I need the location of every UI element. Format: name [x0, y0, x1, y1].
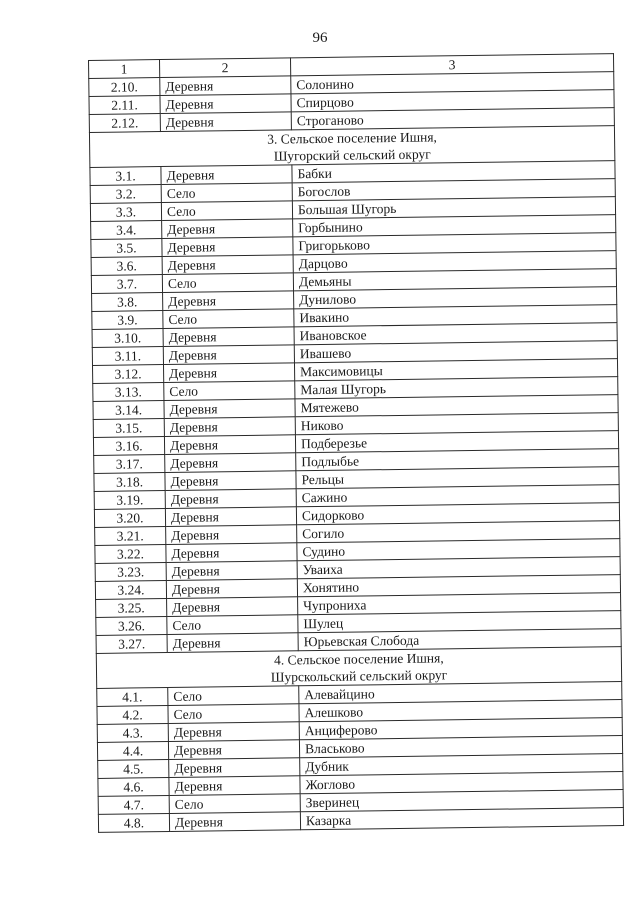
- settlement-name: Сидорково: [296, 503, 619, 525]
- settlement-type: Деревня: [166, 579, 297, 599]
- settlement-number: 3.27.: [96, 635, 167, 654]
- settlement-number: 3.23.: [95, 563, 166, 582]
- settlement-type: Деревня: [166, 525, 297, 545]
- settlement-name: Власьково: [299, 736, 622, 758]
- settlement-number: 4.5.: [98, 760, 169, 779]
- settlement-number: 2.11.: [89, 96, 160, 115]
- settlement-number: 4.7.: [98, 796, 169, 815]
- settlement-number: 3.13.: [93, 383, 164, 402]
- settlement-type: Деревня: [163, 345, 294, 365]
- settlement-type: Деревня: [160, 76, 291, 96]
- settlement-type: Село: [163, 309, 294, 329]
- settlement-type: Деревня: [164, 399, 295, 419]
- settlement-number: 3.24.: [95, 581, 166, 600]
- settlement-number: 4.2.: [97, 706, 168, 725]
- settlement-number: 3.2.: [90, 185, 161, 204]
- settlement-name: Дарцово: [293, 251, 616, 273]
- settlement-number: 3.14.: [93, 401, 164, 420]
- settlement-type: Деревня: [169, 776, 300, 796]
- settlement-type: Деревня: [162, 255, 293, 275]
- settlement-type: Село: [161, 183, 292, 203]
- settlement-name: Максимовицы: [294, 359, 617, 381]
- settlement-type: Деревня: [165, 471, 296, 491]
- settlement-type: Село: [164, 381, 295, 401]
- settlement-name: Демьяны: [293, 269, 616, 291]
- section-heading-line: Шурскольский сельский округ: [270, 667, 448, 685]
- settlement-number: 4.6.: [98, 778, 169, 797]
- section-heading-line: Шугорский сельский округ: [273, 146, 431, 164]
- header-cell-type: 2: [160, 58, 291, 78]
- settlement-name: Малая Шугорь: [295, 377, 618, 399]
- settlement-name: Горбынино: [293, 215, 616, 237]
- settlement-type: Деревня: [163, 363, 294, 383]
- settlements-table: [88, 53, 624, 833]
- settlement-name: Анциферово: [299, 718, 622, 740]
- settlement-name: Жоглово: [300, 772, 623, 794]
- settlement-number: 3.15.: [93, 419, 164, 438]
- settlement-number: 3.16.: [93, 437, 164, 456]
- settlement-number: 3.10.: [92, 329, 163, 348]
- settlement-name: Бабки: [292, 161, 615, 183]
- settlements-table-body: [89, 54, 624, 833]
- settlement-number: 3.19.: [94, 491, 165, 510]
- settlement-name: Мятежево: [295, 395, 618, 417]
- settlement-type: Деревня: [167, 597, 298, 617]
- settlement-name: Хонятино: [297, 575, 620, 597]
- settlement-name: Зверинец: [300, 790, 623, 812]
- settlement-type: Деревня: [169, 758, 300, 778]
- header-cell-number: 1: [89, 60, 160, 79]
- settlement-name: Сажино: [296, 485, 619, 507]
- settlement-name: Большая Шугорь: [292, 197, 615, 219]
- section-heading-line: 4. Сельское поселение Ишня,: [273, 650, 444, 668]
- settlement-name: Богослов: [292, 179, 615, 201]
- settlement-name: Шулец: [298, 611, 621, 633]
- document-sheet: [88, 53, 624, 833]
- section-heading-line: 3. Сельское поселение Ишня,: [267, 129, 437, 147]
- settlement-number: 3.25.: [96, 599, 167, 618]
- settlement-number: 3.11.: [92, 347, 163, 366]
- settlement-type: Деревня: [165, 489, 296, 509]
- settlement-type: Деревня: [166, 543, 297, 563]
- settlement-number: 3.5.: [91, 239, 162, 258]
- settlement-name: Дунилово: [294, 287, 617, 309]
- settlement-type: Село: [169, 794, 300, 814]
- settlement-name: Ивашево: [294, 341, 617, 363]
- settlement-number: 3.20.: [94, 509, 165, 528]
- settlement-name: Рельцы: [296, 467, 619, 489]
- settlement-name: Казарка: [300, 808, 623, 830]
- settlement-type: Деревня: [163, 291, 294, 311]
- page-number: 96: [312, 30, 328, 46]
- settlement-name: Юрьевская Слобода: [298, 629, 621, 651]
- header-cell-name: 3: [290, 54, 613, 76]
- settlement-number: 3.12.: [92, 365, 163, 384]
- settlement-type: Деревня: [164, 417, 295, 437]
- settlement-number: 4.3.: [97, 724, 168, 743]
- settlement-number: 3.17.: [94, 455, 165, 474]
- settlement-name: Подлыбье: [296, 449, 619, 471]
- settlement-type: Деревня: [165, 453, 296, 473]
- settlement-name: Алевайцино: [299, 682, 622, 704]
- settlement-name: Дубник: [300, 754, 623, 776]
- settlement-name: Ивановское: [294, 323, 617, 345]
- settlement-name: Подберезье: [295, 431, 618, 453]
- settlement-number: 3.7.: [91, 275, 162, 294]
- settlement-type: Село: [161, 201, 292, 221]
- settlement-number: 3.1.: [90, 167, 161, 186]
- settlement-number: 3.18.: [94, 473, 165, 492]
- settlement-type: Село: [167, 615, 298, 635]
- settlement-name: Судино: [297, 539, 620, 561]
- settlement-name: Строганово: [291, 108, 614, 130]
- settlement-type: Деревня: [168, 740, 299, 760]
- settlement-type: Деревня: [162, 219, 293, 239]
- settlement-number: 2.10.: [89, 78, 160, 97]
- settlement-type: Деревня: [165, 507, 296, 527]
- settlement-type: Деревня: [166, 561, 297, 581]
- settlement-name: Солонино: [291, 72, 614, 94]
- settlement-name: Чупрониха: [298, 593, 621, 615]
- settlement-type: Село: [168, 686, 299, 706]
- settlement-type: Деревня: [169, 812, 300, 832]
- settlement-name: Согило: [297, 521, 620, 543]
- settlement-number: 3.3.: [90, 203, 161, 222]
- settlement-type: Деревня: [160, 94, 291, 114]
- settlement-type: Деревня: [160, 112, 291, 132]
- settlement-type: Деревня: [164, 435, 295, 455]
- settlement-number: 3.4.: [91, 221, 162, 240]
- settlement-name: Григорьково: [293, 233, 616, 255]
- settlement-type: Село: [168, 704, 299, 724]
- settlement-name: Ивакино: [294, 305, 617, 327]
- settlement-number: 3.26.: [96, 617, 167, 636]
- settlement-number: 3.9.: [92, 311, 163, 330]
- settlement-type: Деревня: [162, 237, 293, 257]
- settlement-number: 3.6.: [91, 257, 162, 276]
- settlement-number: 4.8.: [98, 813, 169, 832]
- settlement-number: 2.12.: [89, 114, 160, 133]
- settlement-number: 3.8.: [92, 293, 163, 312]
- settlement-type: Село: [162, 273, 293, 293]
- settlement-type: Деревня: [167, 633, 298, 653]
- settlement-type: Деревня: [168, 722, 299, 742]
- settlement-number: 4.4.: [97, 742, 168, 761]
- settlement-number: 3.21.: [95, 527, 166, 546]
- settlement-name: Алешково: [299, 700, 622, 722]
- settlement-name: Спирцово: [291, 90, 614, 112]
- settlement-number: 3.22.: [95, 545, 166, 564]
- settlement-number: 4.1.: [97, 688, 168, 707]
- settlement-name: Никово: [295, 413, 618, 435]
- settlement-type: Деревня: [163, 327, 294, 347]
- settlement-name: Уваиха: [297, 557, 620, 579]
- settlement-type: Деревня: [161, 165, 292, 185]
